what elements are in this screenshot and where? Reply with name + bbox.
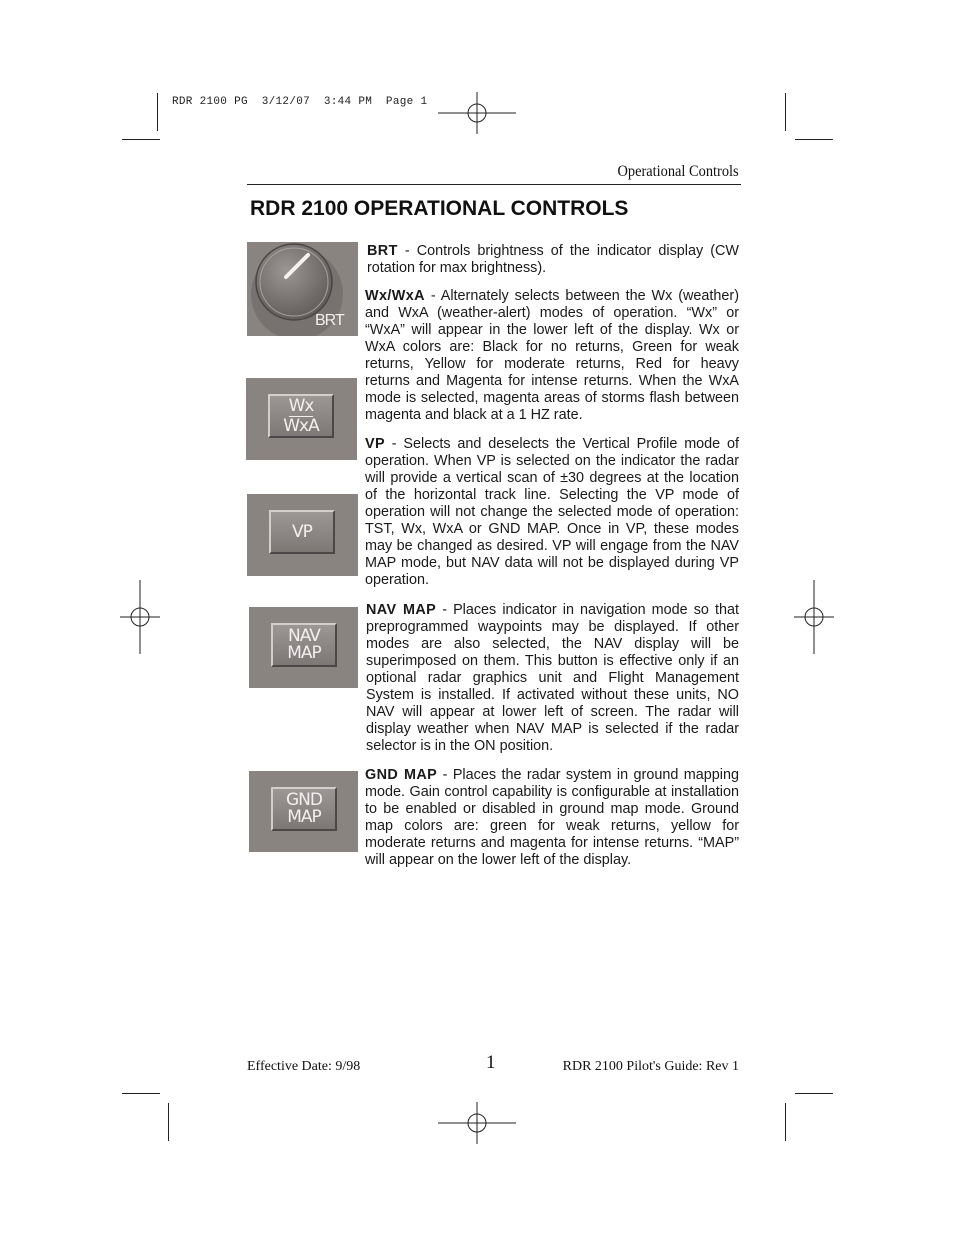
crop-mark xyxy=(785,1103,786,1141)
vp-term: VP xyxy=(365,436,385,452)
crop-mark xyxy=(795,1093,833,1094)
brt-knob-image xyxy=(247,242,358,336)
brt-term: BRT xyxy=(367,243,398,259)
gnd-map-description: GND MAP - Places the radar system in ground mapping mode. Gain control capability is configurable at installation to be enabled or disabled in ground map mode. Ground map colors are: green for weak returns, yellow for moderate returns and magenta for intense returns. “MAP” will appear on the lower left of the display. xyxy=(365,767,739,868)
crop-mark xyxy=(122,1093,160,1094)
nav-map-button-image xyxy=(249,607,358,688)
crop-mark xyxy=(795,139,833,140)
print-slug: RDR 2100 PG 3/12/07 3:44 PM Page 1 xyxy=(172,96,428,108)
vp-description: VP - Selects and deselects the Vertical Profile mode of operation. When VP is selected on the indicator the radar will provide a vertical scan of ±30 degrees at the location of the horizontal track line. Selecting the VP mode of operation will not change the selected mode of operation: TST, Wx, WxA or GND MAP. Once in VP, these modes may be changed as desired. VP will engage from the NAV MAP mode, but NAV data will not be displayed during VP operation. xyxy=(365,436,739,588)
nav-map-description: NAV MAP - Places indicator in navigation mode so that preprogrammed waypoints may be displayed. If other modes are also selected, the NAV display will be superimposed on them. This button is effective only if an optional radar graphics unit and Flight Management System is installed. If activated without these units, NO NAV will appear at lower left of screen. The radar will display weather when NAV MAP is selected if the radar selector is in the ON position. xyxy=(366,602,740,754)
crop-mark xyxy=(785,93,786,131)
registration-mark-icon xyxy=(438,92,516,134)
crop-mark xyxy=(122,139,160,140)
section-label: Operational Controls xyxy=(617,163,739,180)
page-number: 1 xyxy=(486,1052,496,1073)
registration-mark-icon xyxy=(120,580,160,654)
registration-mark-icon xyxy=(794,580,834,654)
vp-button-face: VP xyxy=(269,510,335,554)
vp-button-image xyxy=(247,494,358,576)
registration-mark-icon xyxy=(438,1102,516,1144)
page-title: RDR 2100 OPERATIONAL CONTROLS xyxy=(250,197,629,220)
wx-wxa-description: Wx/WxA - Alternately selects between the Wx (weather) and WxA (weather-alert) modes of operation. “Wx” or “WxA” will appear in the lower left of the display. Wx or WxA colors are: Black for no returns, Green for weak returns, Yellow for moderate returns, Red for heavy returns and Magenta for intense returns. When the WxA mode is selected, magenta areas of storms flash between magenta and black at a 1 HZ rate. xyxy=(365,288,739,423)
brt-description: BRT - Controls brightness of the indicator display (CW rotation for max brightness). xyxy=(367,243,739,276)
wx-wxa-button-image xyxy=(246,378,357,460)
gnd-map-button-face: GND MAP xyxy=(271,787,337,831)
crop-mark xyxy=(157,93,158,131)
header-rule xyxy=(247,184,741,185)
wx-wxa-button-face: Wx WxA xyxy=(268,394,334,438)
crop-mark xyxy=(168,1103,169,1141)
nav-map-term: NAV MAP xyxy=(366,602,437,618)
guide-revision: RDR 2100 Pilot's Guide: Rev 1 xyxy=(562,1059,739,1074)
brt-image-label: BRT xyxy=(315,312,344,329)
nav-map-button-face: NAV MAP xyxy=(271,623,337,667)
effective-date: Effective Date: 9/98 xyxy=(247,1059,361,1074)
gnd-map-button-image xyxy=(249,771,358,852)
wx-wxa-term: Wx/WxA xyxy=(365,288,425,304)
gnd-map-term: GND MAP xyxy=(365,767,438,783)
